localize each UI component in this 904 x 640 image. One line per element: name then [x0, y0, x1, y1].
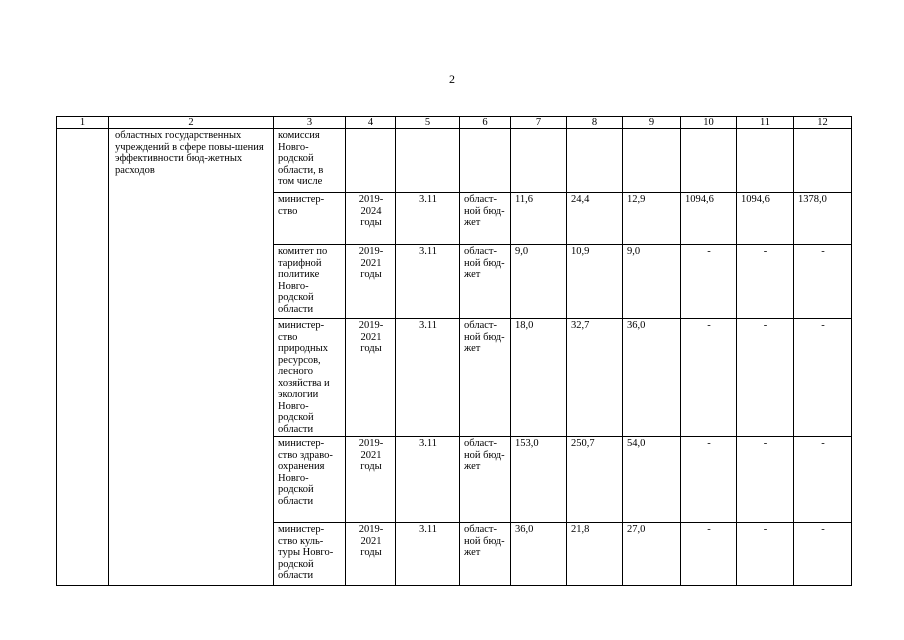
period-cell: 2019-2024 годы — [346, 193, 396, 245]
value-2020-cell: 250,7 — [567, 437, 623, 523]
page-number: 2 — [449, 72, 455, 86]
value-2019-cell: 11,6 — [511, 193, 567, 245]
source-cell: област-ной бюд-жет — [460, 437, 511, 523]
indicator-cell — [396, 129, 460, 193]
value-2024-cell: - — [794, 245, 852, 319]
period-cell — [346, 129, 396, 193]
value-2024-cell: - — [794, 523, 852, 586]
source-cell: област-ной бюд-жет — [460, 523, 511, 586]
period-cell: 2019-2021 годы — [346, 437, 396, 523]
column-number-row — [57, 117, 852, 129]
executor-cell: министер-ство — [274, 193, 346, 245]
indicator-cell: 3.11 — [396, 193, 460, 245]
column-number: 12 — [794, 117, 852, 129]
value-2024-cell: 1378,0 — [794, 193, 852, 245]
value-2020-cell — [567, 129, 623, 193]
value-2021-cell: 36,0 — [623, 319, 681, 437]
source-cell: област-ной бюд-жет — [460, 193, 511, 245]
period-cell: 2019-2021 годы — [346, 523, 396, 586]
value-2023-cell: - — [737, 245, 794, 319]
value-2020-cell: 24,4 — [567, 193, 623, 245]
value-2019-cell — [511, 129, 567, 193]
value-2023-cell: - — [737, 437, 794, 523]
column-number: 5 — [396, 117, 460, 129]
indicator-cell: 3.11 — [396, 319, 460, 437]
executor-cell: министер-ство природных ресурсов, лесного хозяйства и экологии Новго-родской области — [274, 319, 346, 437]
column-number: 9 — [623, 117, 681, 129]
value-2023-cell: 1094,6 — [737, 193, 794, 245]
column-number: 4 — [346, 117, 396, 129]
column-number: 7 — [511, 117, 567, 129]
col1-cell — [57, 129, 109, 586]
value-2019-cell: 18,0 — [511, 319, 567, 437]
source-cell: област-ной бюд-жет — [460, 245, 511, 319]
activity-description-cell: областных государственных учреждений в сфере повы-шения эффективности бюд-жетных расходов — [109, 129, 274, 586]
value-2024-cell — [794, 129, 852, 193]
value-2023-cell: - — [737, 523, 794, 586]
column-number: 2 — [109, 117, 274, 129]
indicator-cell: 3.11 — [396, 437, 460, 523]
value-2022-cell: - — [681, 245, 737, 319]
value-2019-cell: 153,0 — [511, 437, 567, 523]
indicator-cell: 3.11 — [396, 245, 460, 319]
value-2021-cell: 12,9 — [623, 193, 681, 245]
executor-cell: министер-ство здраво-охранения Новго-родской области — [274, 437, 346, 523]
value-2020-cell: 32,7 — [567, 319, 623, 437]
budget-table — [56, 116, 852, 586]
value-2024-cell: - — [794, 319, 852, 437]
period-cell: 2019-2021 годы — [346, 245, 396, 319]
column-number: 11 — [737, 117, 794, 129]
value-2022-cell: - — [681, 437, 737, 523]
value-2020-cell: 21,8 — [567, 523, 623, 586]
value-2022-cell — [681, 129, 737, 193]
value-2023-cell: - — [737, 319, 794, 437]
column-number: 1 — [57, 117, 109, 129]
column-number: 8 — [567, 117, 623, 129]
value-2021-cell: 54,0 — [623, 437, 681, 523]
column-number: 10 — [681, 117, 737, 129]
value-2024-cell: - — [794, 437, 852, 523]
value-2022-cell: - — [681, 523, 737, 586]
executor-cell: министер-ство куль-туры Новго-родской области — [274, 523, 346, 586]
source-cell: област-ной бюд-жет — [460, 319, 511, 437]
column-number: 6 — [460, 117, 511, 129]
value-2023-cell — [737, 129, 794, 193]
column-number: 3 — [274, 117, 346, 129]
source-cell — [460, 129, 511, 193]
executor-cell: комитет по тарифной политике Новго-родской области — [274, 245, 346, 319]
period-cell: 2019-2021 годы — [346, 319, 396, 437]
indicator-cell: 3.11 — [396, 523, 460, 586]
value-2021-cell: 27,0 — [623, 523, 681, 586]
value-2022-cell: - — [681, 319, 737, 437]
value-2021-cell — [623, 129, 681, 193]
value-2019-cell: 36,0 — [511, 523, 567, 586]
value-2022-cell: 1094,6 — [681, 193, 737, 245]
table-row — [57, 129, 852, 193]
executor-cell: комиссия Новго-родской области, в том числе — [274, 129, 346, 193]
value-2020-cell: 10,9 — [567, 245, 623, 319]
value-2019-cell: 9,0 — [511, 245, 567, 319]
value-2021-cell: 9,0 — [623, 245, 681, 319]
